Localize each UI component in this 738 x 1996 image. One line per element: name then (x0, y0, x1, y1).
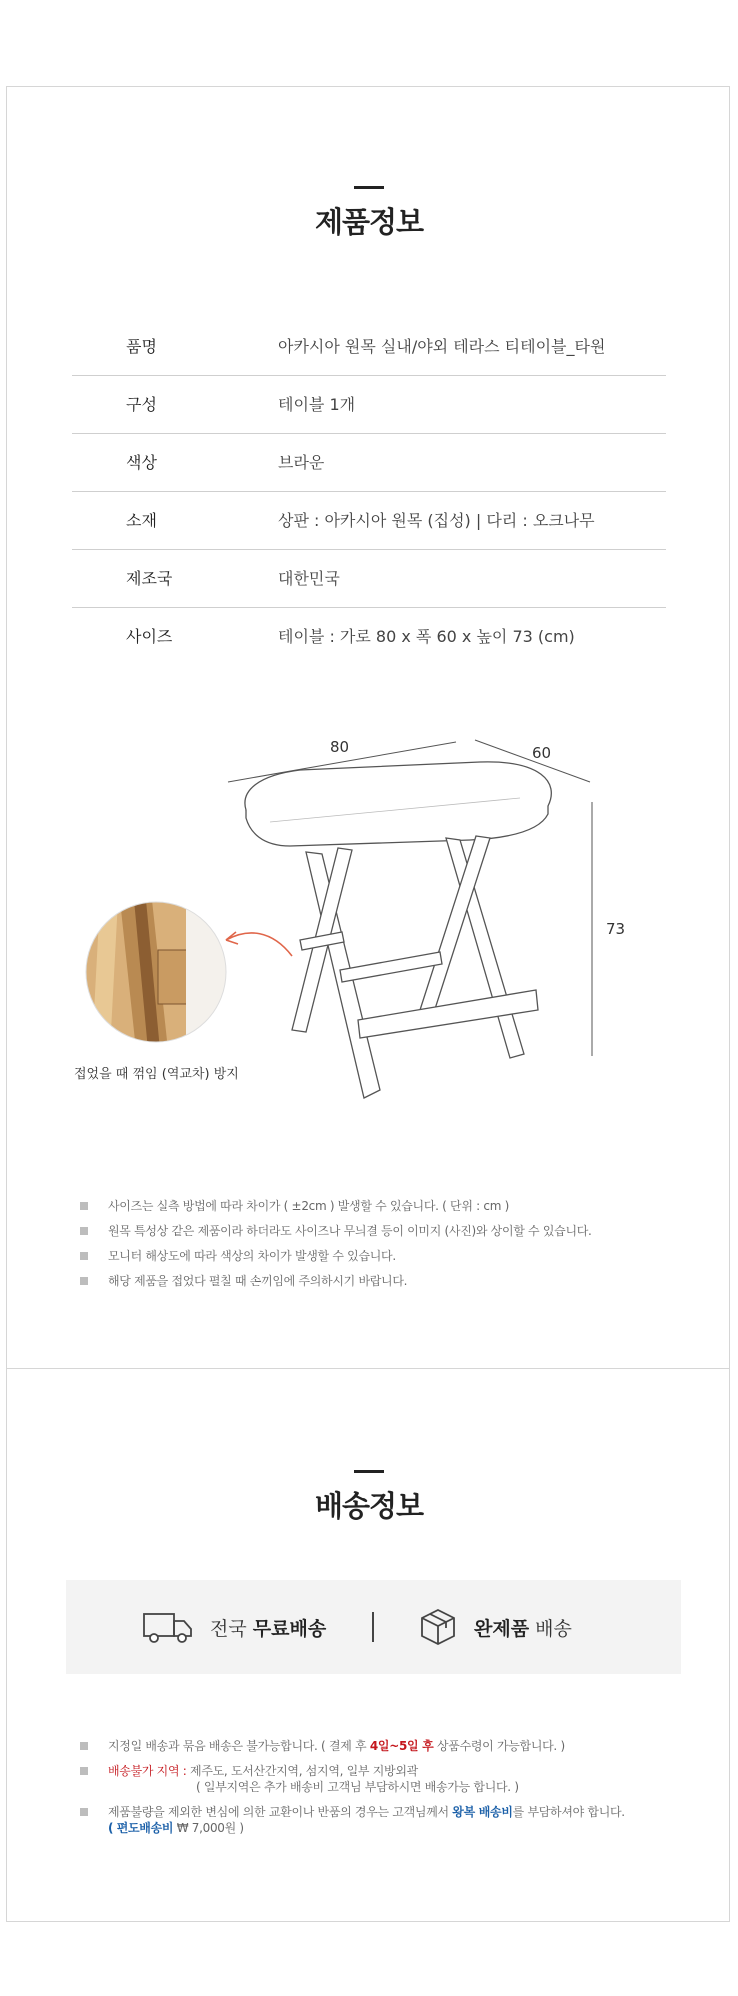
spec-label: 색상 (126, 453, 157, 472)
bullet-icon (80, 1277, 88, 1285)
spec-label: 구성 (126, 395, 157, 414)
bullet-icon (80, 1742, 88, 1750)
note-item: 해당 제품을 접었다 펼칠 때 손끼임에 주의하시기 바랍니다. (80, 1273, 700, 1289)
note-item: 사이즈는 실측 방법에 따라 차이가 ( ±2cm ) 발생할 수 있습니다. ( 단위 : cm ) (80, 1198, 700, 1214)
shipping-notes (80, 1738, 700, 1845)
height-label: 73 (606, 920, 626, 938)
spec-value: 대한민국 (278, 569, 340, 588)
table-drawing (0, 720, 738, 1120)
tabletop (245, 762, 551, 846)
bullet-icon (80, 1252, 88, 1260)
shipping-summary-box (66, 1580, 681, 1674)
bullet-icon (80, 1202, 88, 1210)
bullet-icon (80, 1808, 88, 1816)
spec-row (72, 492, 666, 550)
truck-icon (142, 1610, 194, 1644)
table-dimension-diagram (0, 720, 738, 1120)
hinge-caption: 접었을 때 꺾임 (역교차) 방지 (74, 1067, 239, 1082)
note-item: 모니터 해상도에 따라 색상의 차이가 발생할 수 있습니다. (80, 1248, 700, 1264)
box-icon (418, 1607, 458, 1647)
width-label: 80 (330, 738, 350, 756)
complete-product-shipping: 완제품 배송 (418, 1580, 572, 1674)
arrow-icon (226, 933, 292, 956)
spec-label: 사이즈 (126, 627, 173, 646)
spec-table (72, 318, 666, 665)
bullet-icon (80, 1227, 88, 1235)
title-bar (354, 186, 384, 189)
spec-label: 품명 (126, 337, 157, 356)
note-item: 지정일 배송과 묶음 배송은 불가능합니다. ( 결제 후 4일~5일 후 상품수령이 가능합니다. ) (80, 1738, 700, 1754)
table-legs (292, 836, 538, 1098)
spec-value: 상판 : 아카시아 원목 (집성) | 다리 : 오크나무 (278, 511, 595, 530)
note-item: 제품불량을 제외한 변심에 의한 교환이나 반품의 경우는 고객님께서 왕복 배송비를 부담하셔야 합니다. ( 편도배송비 ₩ 7,000원 ) (80, 1804, 700, 1836)
shipping-info-title: 배송정보 (314, 1489, 424, 1523)
note-item: 원목 특성상 같은 제품이라 하더라도 사이즈나 무늬결 등이 이미지 (사진)와 상이할 수 있습니다. (80, 1223, 700, 1239)
section-divider (6, 1368, 730, 1369)
spec-value: 테이블 1개 (278, 395, 356, 414)
spec-row (72, 550, 666, 608)
separator (372, 1612, 374, 1642)
free-shipping: 전국 무료배송 (142, 1580, 326, 1674)
product-info-title: 제품정보 (314, 205, 424, 239)
spec-row (72, 376, 666, 434)
note-item: 배송불가 지역 : 제주도, 도서산간지역, 섬지역, 일부 지방외곽 ( 일부지역은 추가 배송비 고객님 부담하시면 배송가능 합니다. ) (80, 1763, 700, 1795)
product-notes (80, 1198, 700, 1298)
spec-row (72, 318, 666, 376)
spec-label: 소재 (126, 511, 157, 530)
spec-value: 아카시아 원목 실내/야외 테라스 티테이블_타원 (278, 337, 606, 356)
spec-value: 테이블 : 가로 80 x 폭 60 x 높이 73 (cm) (278, 627, 575, 646)
spec-value: 브라운 (278, 453, 325, 472)
spec-row (72, 434, 666, 492)
title-bar (354, 1470, 384, 1473)
depth-label: 60 (532, 744, 552, 762)
bullet-icon (80, 1767, 88, 1775)
spec-label: 제조국 (126, 569, 173, 588)
spec-row (72, 608, 666, 665)
